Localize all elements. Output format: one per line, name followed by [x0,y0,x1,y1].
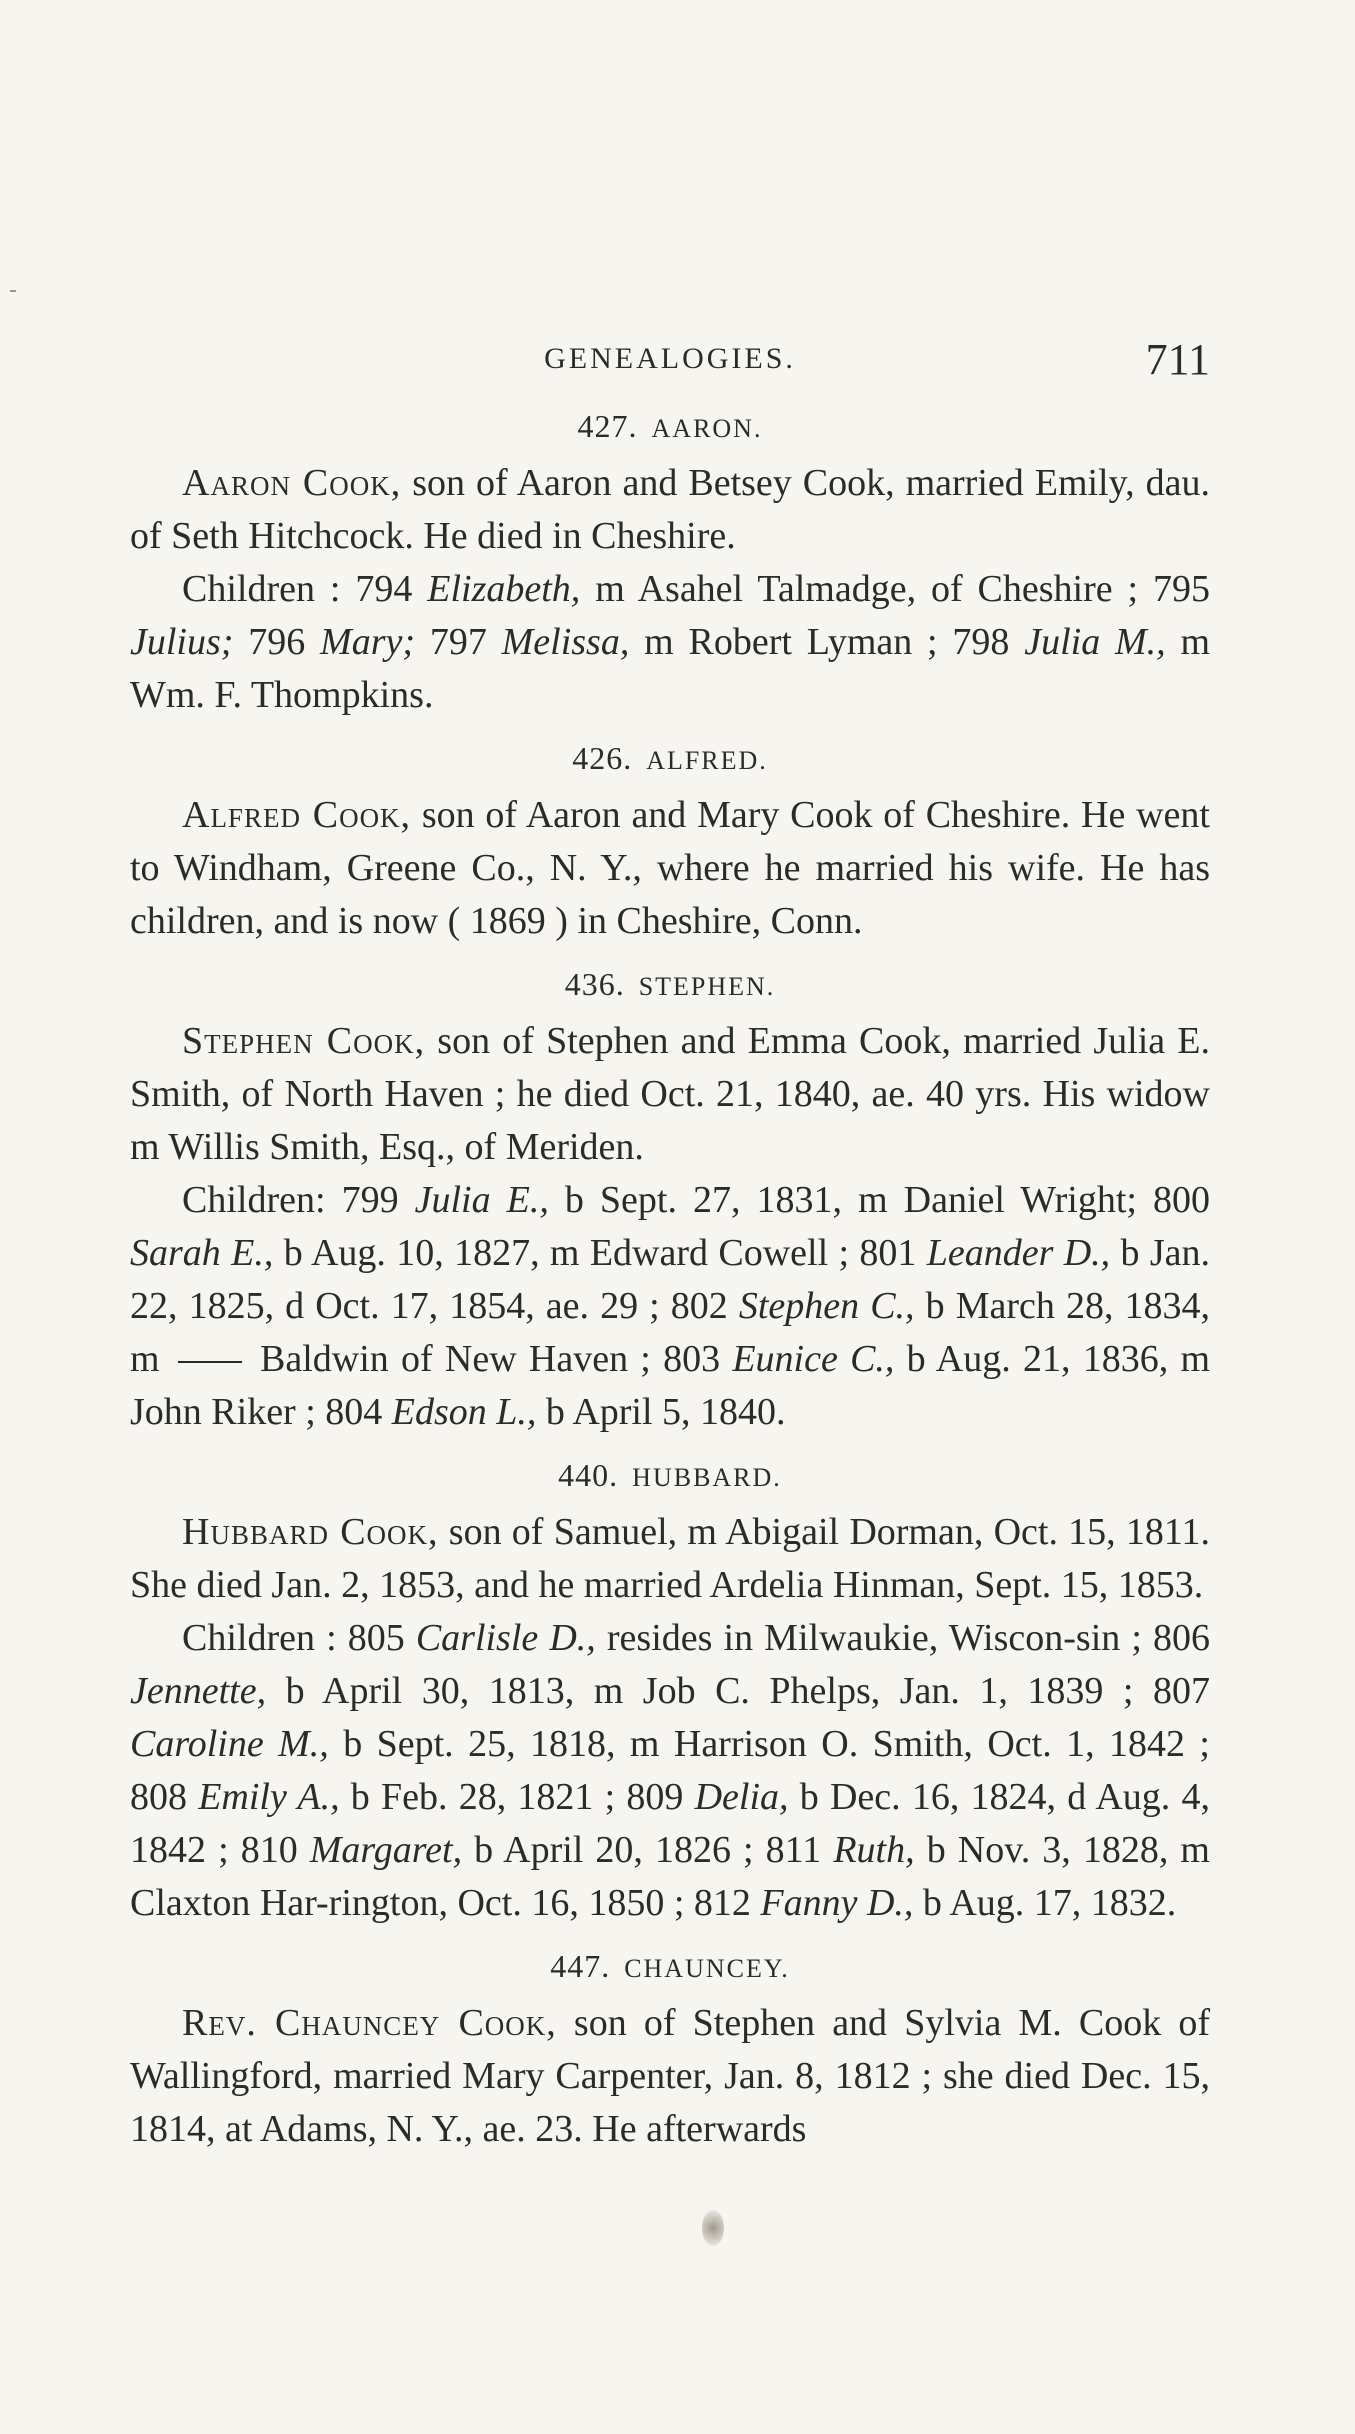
blank-dash [178,1361,242,1363]
margin-speck [10,290,16,292]
entry-paragraph [130,1612,1210,1930]
entry-name: AARON. [651,414,763,443]
entry-heading [130,740,1210,777]
book-page [130,330,1210,2156]
entry-heading [130,966,1210,1003]
body-text: son of Aaron and Betsey Cook, married Emily, dau. of Seth Hitchcock. He died in Cheshire. [130,462,1210,557]
body-text: 797 [429,621,502,663]
entry-name: HUBBARD. [632,1463,782,1492]
body-text: b Sept. 27, 1831, m Daniel Wright; 800 [548,1179,1210,1221]
entry-name: CHAUNCEY. [624,1954,790,1983]
body-text: b Dec. 16, 1824, d Aug. 4, 1842 ; 810 [130,1776,1210,1871]
person-name: Aaron Cook, [182,462,402,504]
genealogy-entry [130,966,1210,1439]
body-text: b Aug. 21, 1836, m John Riker ; 804 [130,1338,1211,1433]
child-name: Julia E., [414,1179,549,1221]
body-text: b Aug. 10, 1827, m Edward Cowell ; 801 [273,1232,927,1274]
entry-heading [130,1457,1210,1494]
child-name: Jennette, [130,1670,267,1712]
body-text: b Aug. 17, 1832. [913,1882,1177,1924]
genealogy-entry [130,408,1210,722]
entry-heading [130,1948,1210,1985]
entry-paragraph [130,457,1210,563]
body-text: son of Stephen and Emma Cook, married Julia E. Smith, of North Haven ; he died Oct. 21, 1840, ae. 40 yrs. His widow m Willis Smith, Esq., of Meriden. [130,1020,1210,1168]
person-name: Hubbard Cook, [182,1511,439,1553]
body-text: b Nov. 3, 1828, m Claxton Har-rington, Oct. 16, 1850 ; 812 [130,1829,1210,1924]
entry-paragraph [130,563,1210,722]
body-text: son of Samuel, m Abigail Dorman, Oct. 15, 1811. She died Jan. 2, 1853, and he married Ardelia Hinman, Sept. 15, 1853. [130,1511,1210,1606]
person-name: Stephen Cook, [182,1020,426,1062]
ink-blot [702,2210,724,2246]
child-name: Emily A., [198,1776,340,1818]
child-name: Delia, [694,1776,789,1818]
child-name: Sarah E., [130,1232,274,1274]
entry-name: ALFRED. [646,746,768,775]
child-name: Julius; [130,621,249,663]
running-title: GENEALOGIES. [544,342,796,375]
body-text: b April 5, 1840. [536,1391,786,1433]
body-text: b Jan. 22, 1825, d Oct. 17, 1854, ae. 29 ; 802 [130,1232,1211,1327]
body-text: b March 28, 1834, m [130,1285,1211,1380]
person-name: Alfred Cook, [182,794,412,836]
child-name: Melissa, [501,621,630,663]
body-text: m Robert Lyman ; 798 [629,621,1025,663]
entry-number: 440. [558,1457,619,1493]
body-text: m Asahel Talmadge, of Cheshire ; 795 [580,568,1211,610]
body-text: Children : 805 [182,1617,416,1659]
child-name: Elizabeth, [427,568,581,610]
genealogy-entries [130,408,1210,2156]
body-text: son of Stephen and Sylvia M. Cook of Wallingford, married Mary Carpenter, Jan. 8, 1812 ; she died Dec. 15, 1814, at Adams, N. Y., ae. 23. He afterwards [130,2002,1210,2150]
body-text: 796 [248,621,321,663]
body-text: Children : 794 [182,568,428,610]
child-name: Margaret, [309,1829,463,1871]
child-name: Fanny D., [760,1882,914,1924]
child-name: Ruth, [833,1829,915,1871]
body-text: m Wm. F. Thompkins. [130,621,1211,716]
child-name: Caroline M., [130,1723,329,1765]
genealogy-entry [130,740,1210,948]
child-name: Leander D., [926,1232,1111,1274]
entry-paragraph [130,1174,1210,1439]
body-text: b April 30, 1813, m Job C. Phelps, Jan. 1, 1839 ; 807 [266,1670,1210,1712]
page-number: 711 [1145,335,1210,384]
entry-number: 447. [550,1948,611,1984]
entry-paragraph [130,1015,1210,1174]
body-text: resides in Milwaukie, Wiscon-sin ; 806 [595,1617,1210,1659]
body-text: b April 20, 1826 ; 811 [462,1829,834,1871]
entry-heading [130,408,1210,445]
entry-paragraph [130,1997,1210,2156]
entry-number: 436. [564,966,625,1002]
person-name: Rev. Chauncey Cook, [182,2002,557,2044]
body-text: son of Aaron and Mary Cook of Cheshire. He went to Windham, Greene Co., N. Y., where he married his wife. He has children, and is now ( 1869 ) in Cheshire, Conn. [130,794,1210,942]
child-name: Eunice C., [732,1338,895,1380]
genealogy-entry [130,1457,1210,1930]
child-name: Edson L., [391,1391,537,1433]
body-text: b Sept. 25, 1818, m Harrison O. Smith, Oct. 1, 1842 ; 808 [130,1723,1210,1818]
child-name: Carlisle D., [415,1617,596,1659]
entry-name: STEPHEN. [638,972,776,1001]
entry-number: 426. [572,740,633,776]
genealogy-entry [130,1948,1210,2156]
body-text: Baldwin of New Haven ; 803 [247,1338,733,1380]
body-text: Children: 799 [182,1179,415,1221]
child-name: Julia M., [1024,621,1166,663]
child-name: Stephen C., [738,1285,915,1327]
body-text: b Feb. 28, 1821 ; 809 [339,1776,695,1818]
running-head [130,330,1210,390]
child-name: Mary; [320,621,430,663]
entry-paragraph [130,789,1210,948]
entry-number: 427. [577,408,638,444]
entry-paragraph [130,1506,1210,1612]
